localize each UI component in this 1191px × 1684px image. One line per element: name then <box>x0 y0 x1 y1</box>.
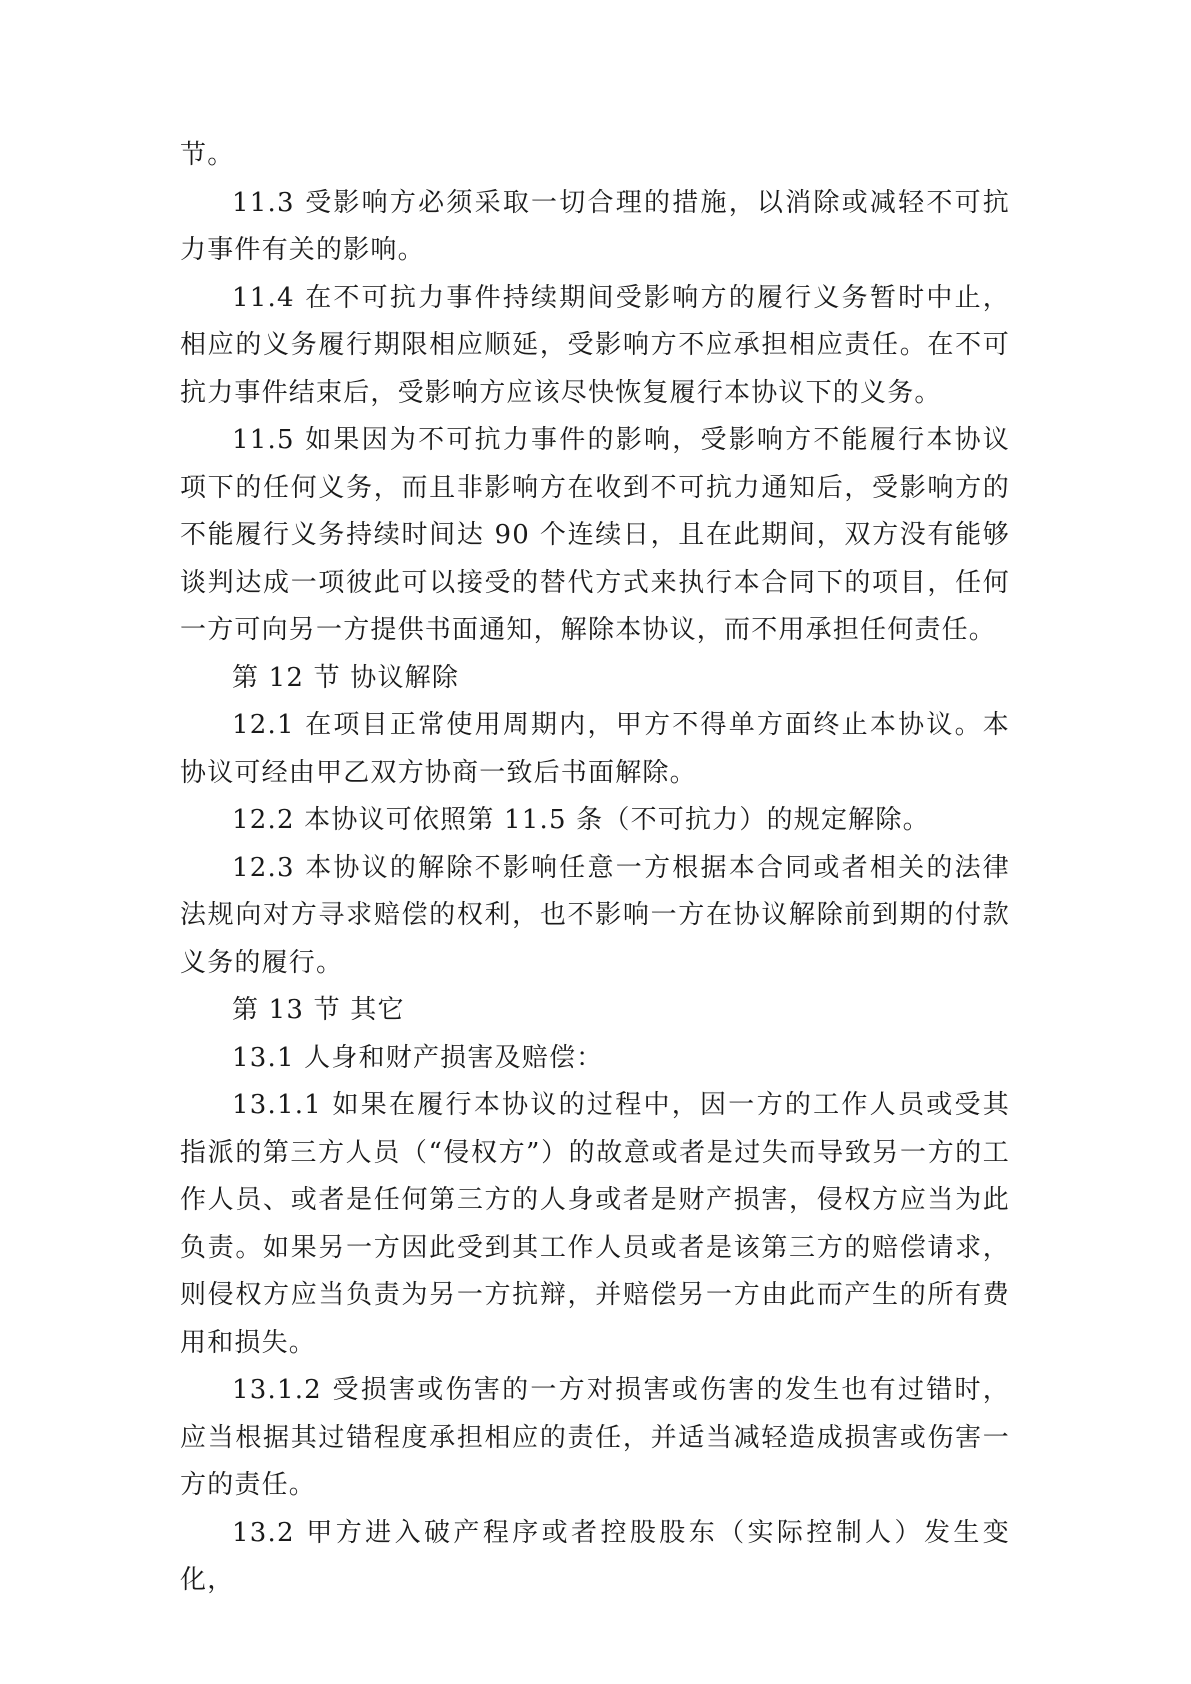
paragraph-13-1: 13.1 人身和财产损害及赔偿： <box>232 1042 604 1073</box>
paragraph-13-2: 13.2 甲方进入破产程序或者控股股东（实际控制人）发生变化， <box>180 1517 1010 1595</box>
paragraph-12-3: 12.3 本协议的解除不影响任意一方根据本合同或者相关的法律法规向对方寻求赔偿的权利，也不影响一方在协议解除前到期的付款义务的履行。 <box>180 852 1010 978</box>
paragraph-12-1: 12.1 在项目正常使用周期内，甲方不得单方面终止本协议。本协议可经由甲乙双方协商一致后书面解除。 <box>180 710 1010 788</box>
paragraph-continued: 节。 <box>180 140 235 170</box>
document-body <box>180 132 1010 1605</box>
paragraph-11-4: 11.4 在不可抗力事件持续期间受影响方的履行义务暂时中止，相应的义务履行期限相应顺延，受影响方不应承担相应责任。在不可抗力事件结束后，受影响方应该尽快恢复履行本协议下的义务。 <box>180 282 1010 408</box>
paragraph-13-1-2: 13.1.2 受损害或伤害的一方对损害或伤害的发生也有过错时，应当根据其过错程度承担相应的责任，并适当减轻造成损害或伤害一方的责任。 <box>180 1375 1010 1500</box>
section-heading-12: 第 12 节 协议解除 <box>232 662 460 693</box>
paragraph-11-3: 11.3 受影响方必须采取一切合理的措施，以消除或减轻不可抗力事件有关的影响。 <box>180 187 1010 265</box>
section-heading-13: 第 13 节 其它 <box>232 995 405 1025</box>
paragraph-11-5: 11.5 如果因为不可抗力事件的影响，受影响方不能履行本协议项下的任何义务，而且非影响方在收到不可抗力通知后，受影响方的不能履行义务持续时间达 90 个连续日，且在此期间，双方没有能够谈判达成一项彼此可以接受的替代方式来执行本合同下的项目，任何一方可向另一方提供书面通知，解除本协议，而不用承担任何责任。 <box>180 425 1010 645</box>
paragraph-12-2: 12.2 本协议可依照第 11.5 条（不可抗力）的规定解除。 <box>232 805 930 835</box>
paragraph-13-1-1: 13.1.1 如果在履行本协议的过程中，因一方的工作人员或受其指派的第三方人员（“侵权方”）的故意或者是过失而导致另一方的工作人员、或者是任何第三方的人身或者是财产损害，侵权方应当为此负责。如果另一方因此受到其工作人员或者是该第三方的赔偿请求，则侵权方应当负责为另一方抗辩，并赔偿另一方由此而产生的所有费用和损失。 <box>180 1090 1010 1358</box>
